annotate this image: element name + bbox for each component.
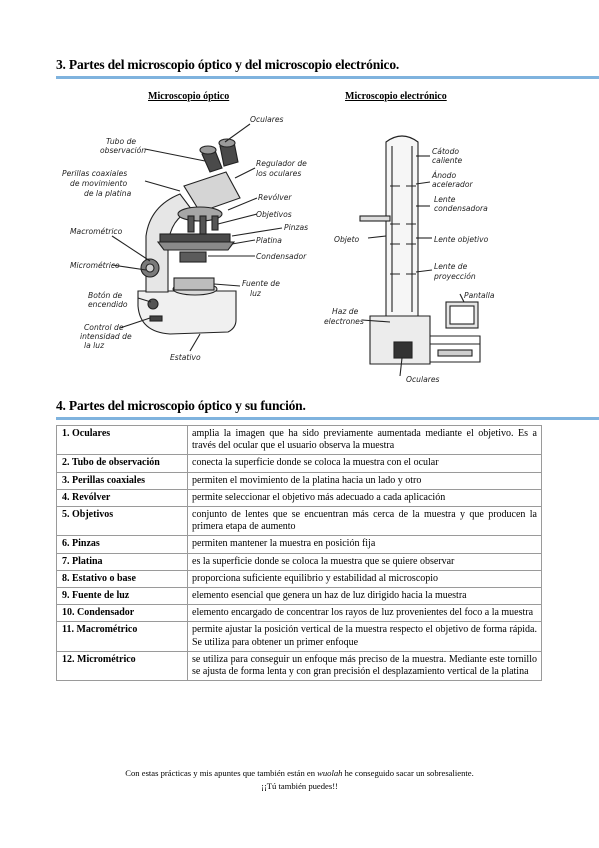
part-function-cell: elemento encargado de concentrar los rayos de luz provenientes del foco a la muestra <box>188 605 542 622</box>
label-revolver: Revólver <box>258 193 292 202</box>
label-fuente-2: luz <box>250 289 261 298</box>
label-tubo-2: observación <box>100 146 147 155</box>
footer-text-pre: Con estas prácticas y mis apuntes que también están en <box>125 768 318 778</box>
part-function-cell: conjunto de lentes que se encuentran más cerca de la muestra y que producen la primera etapa de aumento <box>188 507 542 536</box>
label-pinzas: Pinzas <box>284 223 309 232</box>
part-name-cell: 11. Macrométrico <box>57 622 188 651</box>
label-boton-2: encendido <box>88 300 128 309</box>
electron-microscope-drawing <box>360 136 480 376</box>
label-tubo-1: Tubo de <box>106 137 137 146</box>
label-objeto: Objeto <box>334 235 360 244</box>
table-row <box>57 472 542 489</box>
label-macrometrico: Macrométrico <box>70 227 123 236</box>
section-4-rule <box>56 417 599 420</box>
footer-line-1 <box>0 768 599 778</box>
table-row <box>57 622 542 651</box>
label-perillas-2: de movimiento <box>70 179 128 188</box>
label-control-3: la luz <box>84 341 105 350</box>
table-row <box>57 536 542 553</box>
part-function-cell: permiten mantener la muestra en posición fija <box>188 536 542 553</box>
label-oculares-electron: Oculares <box>406 375 440 384</box>
label-anodo-2: acelerador <box>432 180 473 189</box>
part-name-cell: 6. Pinzas <box>57 536 188 553</box>
label-micrometrico: Micrométrico <box>70 261 120 270</box>
label-objetivos: Objetivos <box>256 210 292 219</box>
label-control-1: Control de <box>84 323 124 332</box>
label-lente-cond-1: Lente <box>434 195 456 204</box>
part-function-cell: conecta la superficie donde se coloca la muestra con el ocular <box>188 455 542 472</box>
label-condensador: Condensador <box>256 252 307 261</box>
parts-function-table <box>56 425 542 681</box>
table-row <box>57 507 542 536</box>
section-3-rule <box>56 76 599 79</box>
table-row <box>57 455 542 472</box>
part-function-cell: se utiliza para conseguir un enfoque más preciso de la muestra. Mediante este tornillo se ajusta de forma lenta y con gran precisión el desplazamiento vertical de la platina <box>188 651 542 680</box>
label-anodo-1: Ánodo <box>432 171 457 180</box>
label-catodo-2: caliente <box>432 156 463 165</box>
label-perillas-1: Perillas coaxiales <box>62 169 128 178</box>
part-function-cell: proporciona suficiente equilibrio y estabilidad al microscopio <box>188 570 542 587</box>
label-lente-objetivo: Lente objetivo <box>434 235 489 244</box>
label-perillas-3: de la platina <box>84 189 132 198</box>
part-name-cell: 3. Perillas coaxiales <box>57 472 188 489</box>
part-name-cell: 5. Objetivos <box>57 507 188 536</box>
label-control-2: intensidad de <box>80 332 132 341</box>
label-catodo-1: Cátodo <box>432 147 460 156</box>
footer-line-2: ¡¡Tú también puedes!! <box>261 781 338 791</box>
table-row <box>57 588 542 605</box>
part-name-cell: 7. Platina <box>57 553 188 570</box>
label-fuente-1: Fuente de <box>242 279 280 288</box>
label-regulador-2: los oculares <box>256 169 302 178</box>
part-function-cell: permiten el movimiento de la platina hacia un lado y otro <box>188 472 542 489</box>
footer-text-post: he conseguido sacar un sobresaliente. <box>342 768 474 778</box>
optical-microscope-title: Microscopio óptico <box>148 91 230 102</box>
part-name-cell: 4. Revólver <box>57 489 188 506</box>
microscope-illustrations <box>50 106 520 391</box>
table-row <box>57 489 542 506</box>
table-row <box>57 605 542 622</box>
label-lente-cond-2: condensadora <box>434 204 488 213</box>
part-function-cell: permite seleccionar el objetivo más adecuado a cada aplicación <box>188 489 542 506</box>
part-function-cell: permite ajustar la posición vertical de la muestra respecto el objetivo de forma rápida. Se utiliza para obtener un primer enfoque <box>188 622 542 651</box>
section-4-title: 4. Partes del microscopio óptico y su función. <box>56 398 306 413</box>
label-lente-proy-1: Lente de <box>434 262 468 271</box>
label-regulador-1: Regulador de <box>256 159 307 168</box>
part-name-cell: 12. Micrométrico <box>57 651 188 680</box>
label-oculares: Oculares <box>250 115 284 124</box>
part-function-cell: es la superficie donde se coloca la muestra que se quiere observar <box>188 553 542 570</box>
table-row <box>57 570 542 587</box>
label-haz-1: Haz de <box>332 307 359 316</box>
label-haz-2: electrones <box>324 317 364 326</box>
wuolah-brand: wuolah <box>317 768 343 778</box>
section-3-title: 3. Partes del microscopio óptico y del microscopio electrónico. <box>56 57 400 72</box>
label-estativo: Estativo <box>170 353 201 362</box>
part-name-cell: 1. Oculares <box>57 426 188 455</box>
table-row <box>57 651 542 680</box>
label-boton-1: Botón de <box>88 291 123 300</box>
label-pantalla: Pantalla <box>464 291 495 300</box>
part-function-cell: amplia la imagen que ha sido previamente aumentada mediante el objetivo. Es a través del ocular que el usuario observa la muestra <box>188 426 542 455</box>
table-row <box>57 426 542 455</box>
label-platina: Platina <box>256 236 282 245</box>
part-name-cell: 8. Estativo o base <box>57 570 188 587</box>
part-name-cell: 2. Tubo de observación <box>57 455 188 472</box>
electron-microscope-title: Microscopio electrónico <box>345 91 447 102</box>
part-name-cell: 10. Condensador <box>57 605 188 622</box>
table-row <box>57 553 542 570</box>
label-lente-proy-2: proyección <box>434 272 476 281</box>
part-name-cell: 9. Fuente de luz <box>57 588 188 605</box>
part-function-cell: elemento esencial que genera un haz de luz dirigido hacia la muestra <box>188 588 542 605</box>
